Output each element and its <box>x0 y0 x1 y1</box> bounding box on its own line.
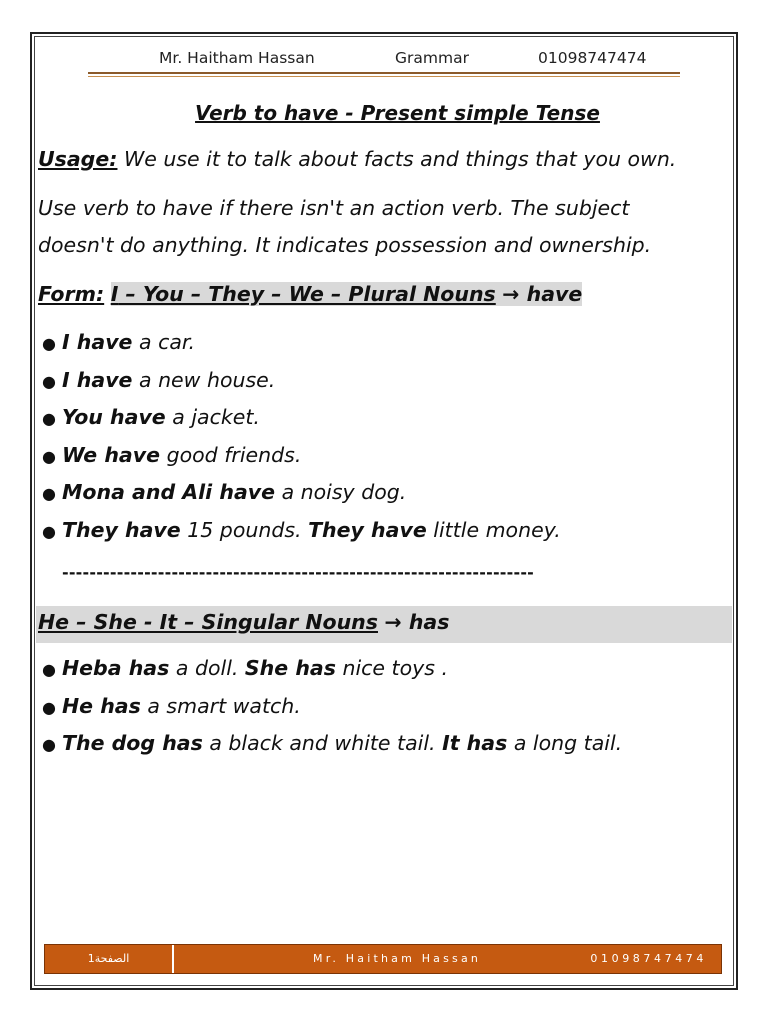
example-rest: a car. <box>132 330 195 354</box>
separator-line: --------------------------------------------------------------------- <box>62 563 535 582</box>
has-examples-list <box>42 656 622 769</box>
list-item <box>42 518 561 556</box>
usage-text: We use it to talk about facts and things that you own. <box>117 147 677 171</box>
example-subject: Mona and Ali have <box>62 480 276 504</box>
arrow-icon: → <box>384 610 402 634</box>
example-rest: 15 pounds. <box>180 517 309 542</box>
bullet-icon: ● <box>42 334 56 353</box>
header-subject: Grammar <box>395 49 469 67</box>
form-have-verb: have <box>519 282 583 306</box>
form-have-line <box>38 282 582 306</box>
example-rest: a noisy dog. <box>275 480 407 504</box>
usage-label: Usage: <box>38 147 118 171</box>
bullet-icon: ● <box>42 409 56 428</box>
example-rest: a black and white tail. <box>202 731 443 755</box>
usage-line <box>38 147 676 171</box>
example-subject-2: It has <box>442 731 508 755</box>
list-item <box>42 405 561 443</box>
arrow-icon: → <box>502 282 520 306</box>
example-rest: a jacket. <box>165 405 260 429</box>
bullet-icon: ● <box>42 735 56 754</box>
list-item <box>42 694 622 732</box>
example-rest-2: little money. <box>426 517 561 542</box>
list-item <box>42 656 622 694</box>
footer-phone: 01098747474 <box>590 952 707 965</box>
page-title: Verb to have - Present simple Tense <box>195 101 600 125</box>
list-item <box>42 731 622 769</box>
header-divider <box>88 72 680 74</box>
example-subject: You have <box>62 405 166 429</box>
example-rest: a new house. <box>132 367 276 392</box>
example-rest-2: nice toys . <box>335 656 448 680</box>
have-examples-list <box>42 330 561 555</box>
example-subject: He has <box>62 693 141 718</box>
example-subject: We have <box>62 442 161 467</box>
example-rest: good friends. <box>160 442 302 467</box>
example-subject: They have <box>62 517 181 542</box>
footer-page-number: 1الصفحة <box>45 945 174 973</box>
page-footer <box>44 944 722 974</box>
example-rest: a smart watch. <box>140 693 301 718</box>
form-have-highlight <box>111 282 583 306</box>
form-has-line <box>38 610 449 634</box>
example-subject: I have <box>62 367 133 392</box>
form-has-subjects: He – She - It – Singular Nouns <box>38 610 378 634</box>
header-divider-accent <box>88 76 680 77</box>
form-have-subjects: – You – They – We – Plural Nouns <box>118 282 496 306</box>
form-has-verb: has <box>401 610 450 634</box>
bullet-icon: ● <box>42 446 56 466</box>
example-subject-2: She has <box>244 656 336 680</box>
bullet-icon: ● <box>42 521 56 541</box>
example-rest-2: a long tail. <box>507 731 623 755</box>
footer-teacher: Mr. Haitham Hassan <box>313 952 482 965</box>
header-phone: 01098747474 <box>538 49 647 67</box>
example-subject: The dog has <box>62 731 203 755</box>
example-rest: a doll. <box>169 656 245 680</box>
example-subject-2: They have <box>308 517 427 542</box>
example-subject: I have <box>62 330 133 354</box>
bullet-icon: ● <box>42 484 56 503</box>
form-have-subject-i: I <box>110 282 119 306</box>
explanation-line-1: Use verb to have if there isn't an action verb. The subject <box>38 196 630 220</box>
list-item <box>42 368 561 406</box>
list-item <box>42 330 561 368</box>
example-subject: Heba has <box>62 656 170 680</box>
bullet-icon: ● <box>42 660 56 679</box>
form-label: Form: <box>38 282 105 306</box>
list-item <box>42 443 561 481</box>
header-teacher: Mr. Haitham Hassan <box>159 49 315 67</box>
bullet-icon: ● <box>42 697 56 717</box>
bullet-icon: ● <box>42 371 56 391</box>
list-item <box>42 480 561 518</box>
explanation-line-2: doesn't do anything. It indicates possession and ownership. <box>38 233 652 257</box>
